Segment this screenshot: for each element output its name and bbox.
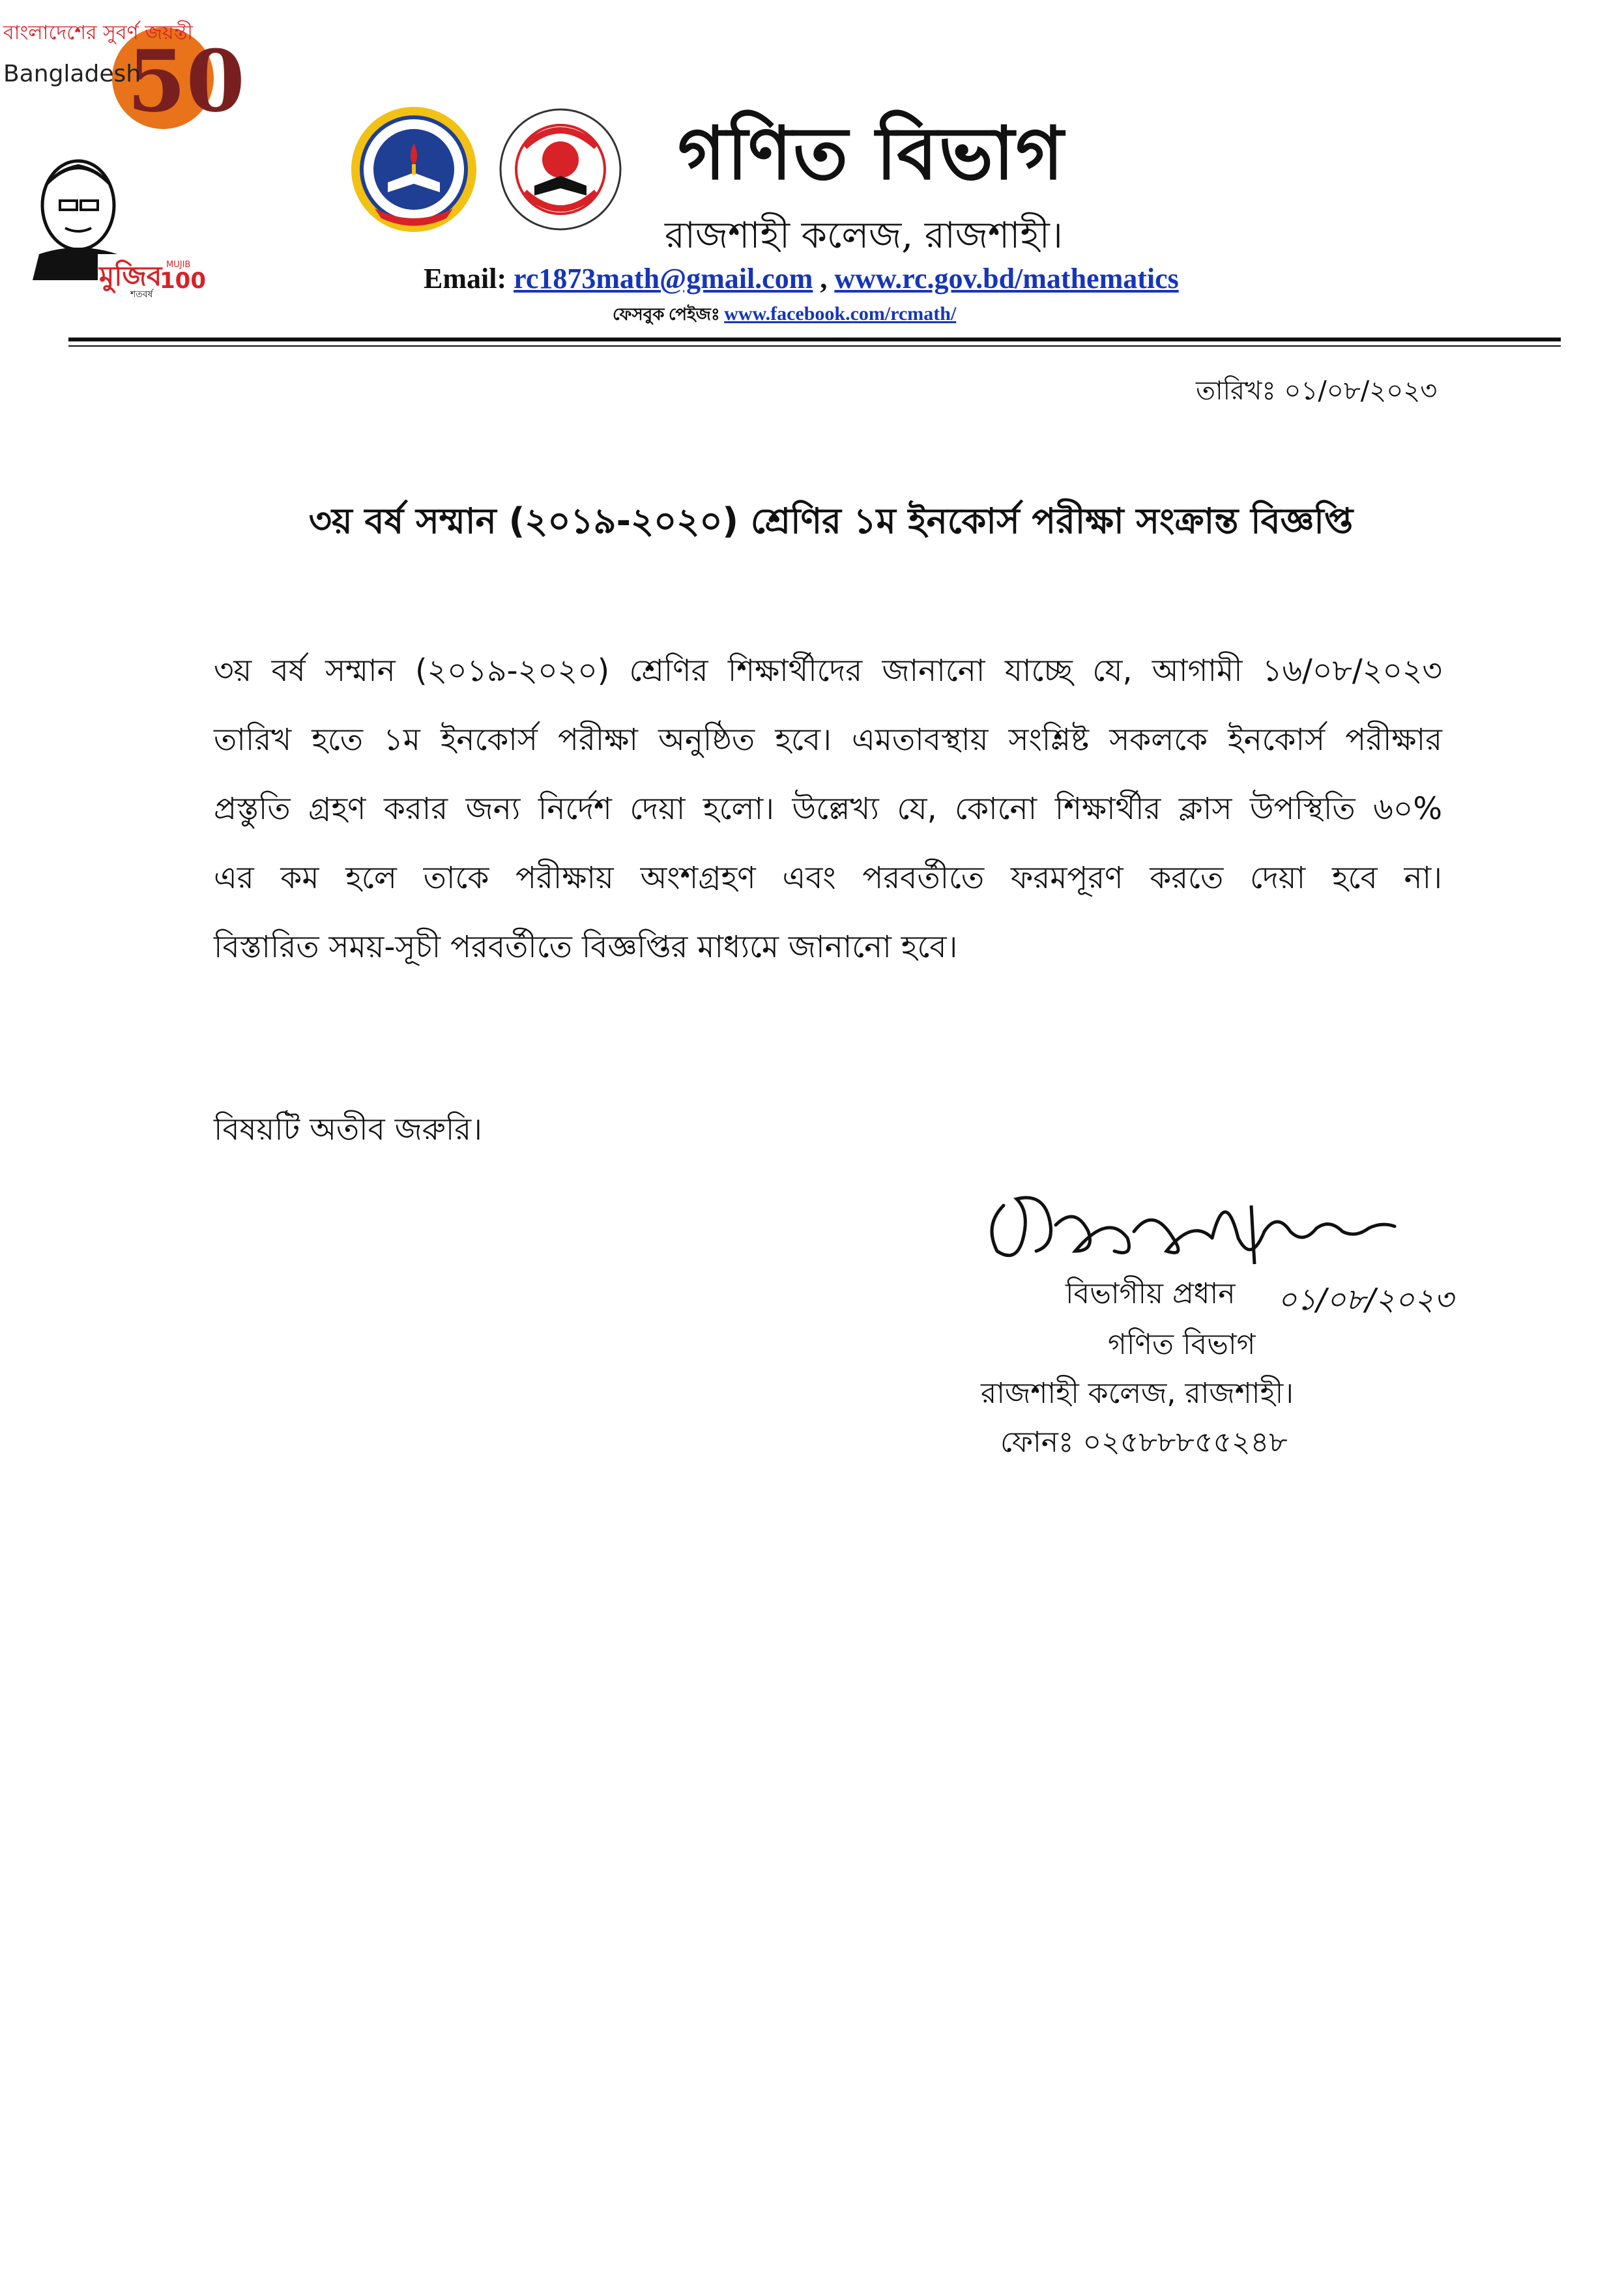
mujib-year-logo bbox=[0, 143, 206, 300]
emblem-logo-icon bbox=[499, 108, 622, 231]
golden-jubilee-logo bbox=[0, 0, 245, 143]
contact-separator: , bbox=[820, 263, 828, 295]
email-link[interactable]: rc1873math@gmail.com bbox=[514, 263, 813, 295]
emblem-logo bbox=[499, 108, 622, 231]
header-rule-thick bbox=[68, 338, 1561, 341]
jubilee-en-text: Bangladesh bbox=[3, 61, 141, 87]
mujib-en-text: MUJIB bbox=[166, 260, 191, 270]
header-rule-thin bbox=[68, 345, 1561, 347]
notice-date: তারিখঃ ০১/০৮/২০২৩ bbox=[1196, 376, 1438, 406]
jubilee-number: 50 bbox=[127, 31, 245, 131]
handwritten-date: ০১/০৮/২০২৩ bbox=[1277, 1282, 1454, 1317]
mujib-text: মুজিব bbox=[99, 260, 162, 292]
department-title: গণিত বিভাগ bbox=[678, 111, 1065, 196]
signatory-college: রাজশাহী কলেজ, রাজশাহী। bbox=[981, 1377, 1294, 1410]
golden-jubilee-icon bbox=[0, 0, 245, 143]
signatory-department: গণিত বিভাগ bbox=[1108, 1328, 1256, 1361]
body-line: বিস্তারিত সময়-সূচী পরবর্তীতে বিজ্ঞপ্তির মাধ্যমে জানানো হবে। bbox=[214, 929, 958, 965]
email-label: Email: bbox=[424, 263, 507, 295]
body-line: এর কম হলে তাকে পরীক্ষায় অংশগ্রহণ এবং পরবর্তীতে ফরমপূরণ করতে দেয়া হবে না। bbox=[214, 860, 1442, 896]
jubilee-bn-text: বাংলাদেশের সুবর্ণ জয়ন্তী bbox=[3, 22, 193, 44]
college-logo-icon bbox=[349, 104, 479, 235]
facebook-link[interactable]: www.facebook.com/rcmath/ bbox=[724, 303, 957, 324]
mujib-portrait-icon bbox=[0, 143, 206, 300]
website-link[interactable]: www.rc.gov.bd/mathematics bbox=[834, 263, 1179, 295]
urgent-note: বিষয়টি অতীব জরুরি। bbox=[214, 1112, 482, 1147]
mujib-sub-text: শতবর্ষ bbox=[130, 289, 153, 300]
college-logo bbox=[349, 104, 479, 235]
notice-title: ৩য় বর্ষ সম্মান (২০১৯-২০২০) শ্রেণির ১ম ইনকোর্স পরীক্ষা সংক্রান্ত বিজ্ঞপ্তি bbox=[308, 500, 1354, 541]
body-line: ৩য় বর্ষ সম্মান (২০১৯-২০২০) শ্রেণির শিক্ষার্থীদের জানানো যাচ্ছে যে, আগামী ১৬/০৮/২০২৩ bbox=[214, 653, 1442, 689]
facebook-line bbox=[613, 301, 956, 330]
body-line: প্রস্তুতি গ্রহণ করার জন্য নির্দেশ দেয়া হলো। উল্লেখ্য যে, কোনো শিক্ষার্থীর ক্লাস উপস্থিতি ৬০% bbox=[214, 791, 1442, 827]
signatory-title: বিভাগীয় প্রধান bbox=[1066, 1277, 1236, 1310]
signatory-phone: ফোনঃ ০২৫৮৮৮৫৫২৪৮ bbox=[1000, 1426, 1288, 1459]
facebook-label: ফেসবুক পেইজঃ bbox=[613, 305, 720, 324]
contact-line bbox=[424, 262, 1179, 295]
college-name: রাজশাহী কলেজ, রাজশাহী। bbox=[665, 214, 1063, 257]
body-line: তারিখ হতে ১ম ইনকোর্স পরীক্ষা অনুষ্ঠিত হবে। এমতাবস্থায় সংশ্লিষ্ট সকলকে ইনকোর্স পরীক্ষার bbox=[214, 722, 1442, 758]
mujib-number: 100 bbox=[160, 268, 206, 294]
